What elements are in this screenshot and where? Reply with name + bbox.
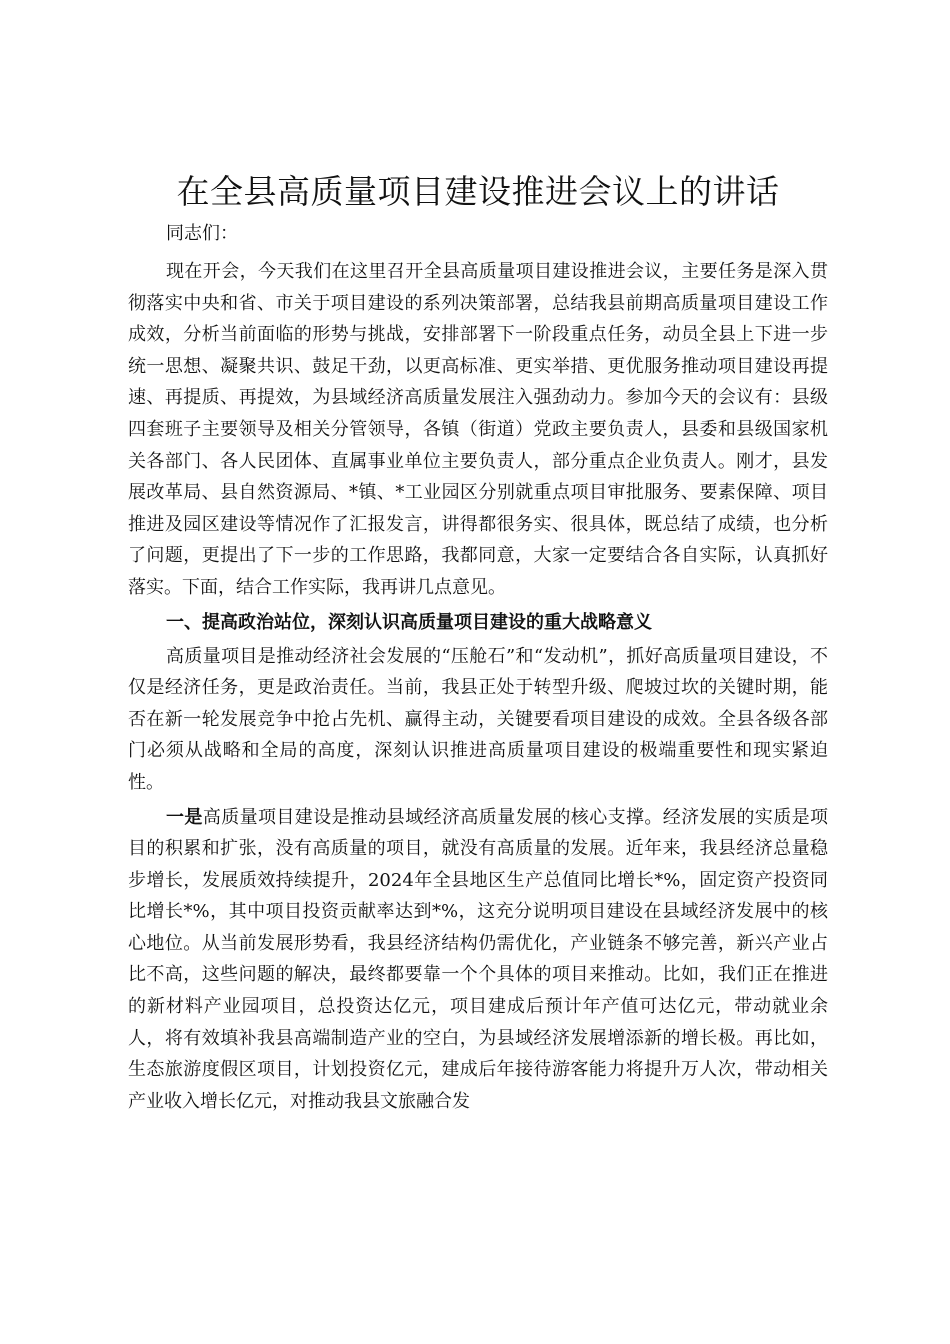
document-body <box>128 170 828 1120</box>
point-one-lead: 一是 <box>166 806 203 828</box>
paragraph-point-one <box>128 802 828 1118</box>
paragraph-significance: 高质量项目是推动经济社会发展的“压舱石”和“发动机”，抓好高质量项目建设，不仅是经济任务，更是政治责任。当前，我县正处于转型升级、爬坡过坎的关键时期，能否在新一轮发展竞争中抢占先机、赢得主动，关键要看项目建设的成效。全县各级各部门必须从战略和全局的高度，深刻认识推进高质量项目建设的极端重要性和现实紧迫性。 <box>128 645 828 793</box>
salutation: 同志们： <box>166 223 238 244</box>
section-heading-1: 一、提高政治站位，深刻认识高质量项目建设的重大战略意义 <box>166 611 652 633</box>
paragraph-opening: 现在开会，今天我们在这里召开全县高质量项目建设推进会议，主要任务是深入贯彻落实中央和省、市关于项目建设的系列决策部署，总结我县前期高质量项目建设工作成效，分析当前面临的形势与挑战，安排部署下一阶段重点任务，动员全县上下进一步统一思想、凝聚共识、鼓足干劲，以更高标准、更实举措、更优服务推动项目建设再提速、再提质、再提效，为县域经济高质量发展注入强劲动力。参加今天的会议有：县级四套班子主要领导及相关分管领导，各镇（街道）党政主要负责人，县委和县级国家机关各部门、各人民团体、直属事业单位主要负责人，部分重点企业负责人。刚才，县发展改革局、县自然资源局、*镇、*工业园区分别就重点项目审批服务、要素保障、项目推进及园区建设等情况作了汇报发言，讲得都很务实、很具体，既总结了成绩，也分析了问题，更提出了下一步的工作思路，我都同意，大家一定要结合各自实际，认真抓好落实。下面，结合工作实际，我再讲几点意见。 <box>128 261 828 598</box>
document-title: 在全县高质量项目建设推进会议上的讲话 <box>176 172 780 211</box>
point-one-text: 高质量项目建设是推动县域经济高质量发展的核心支撑。经济发展的实质是项目的积累和扩张，没有高质量的项目，就没有高质量的发展。近年来，我县经济总量稳步增长，发展质效持续提升，2024年全县地区生产总值同比增长*%，固定资产投资同比增长*%，其中项目投资贡献率达到*%，这充分说明项目建设在县域经济发展中的核心地位。从当前发展形势看，我县经济结构仍需优化，产业链条不够完善，新兴产业占比不高，这些问题的解决，最终都要靠一个个具体的项目来推动。比如，我们正在推进的新材料产业园项目，总投资达亿元，项目建成后预计年产值可达亿元，带动就业余人，将有效填补我县高端制造产业的空白，为县域经济发展增添新的增长极。再比如，生态旅游度假区项目，计划投资亿元，建成后年接待游客能力将提升万人次，带动相关产业收入增长亿元，对推动我县文旅融合发 <box>128 806 829 1112</box>
